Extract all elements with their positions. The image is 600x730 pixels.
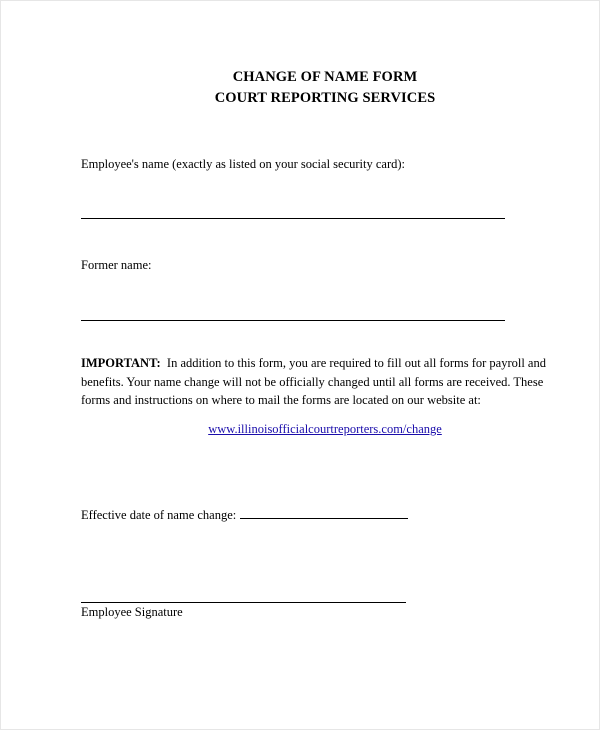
website-link[interactable]: www.illinoisofficialcourtreporters.com/change <box>208 422 442 436</box>
signature-field[interactable] <box>81 602 406 603</box>
former-name-field[interactable] <box>81 320 505 321</box>
signature-label: Employee Signature <box>81 605 183 619</box>
effective-date-row <box>81 508 408 523</box>
employee-name-label: Employee's name (exactly as listed on your social security card): <box>81 157 406 171</box>
important-notice <box>81 354 551 410</box>
effective-date-field[interactable] <box>240 508 408 519</box>
form-title: CHANGE OF NAME FORM <box>232 69 418 85</box>
important-lead: IMPORTANT: <box>81 356 161 370</box>
important-text: In addition to this form, you are required to fill out all forms for payroll and benefits. Your name change will not be officially changed until all forms are received. These forms and instructions on where to mail the forms are located on our website at: <box>81 356 546 407</box>
effective-date-label: Effective date of name change: <box>81 508 237 522</box>
former-name-label: Former name: <box>81 258 152 272</box>
form-subtitle: COURT REPORTING SERVICES <box>214 90 436 106</box>
employee-name-field[interactable] <box>81 218 505 219</box>
